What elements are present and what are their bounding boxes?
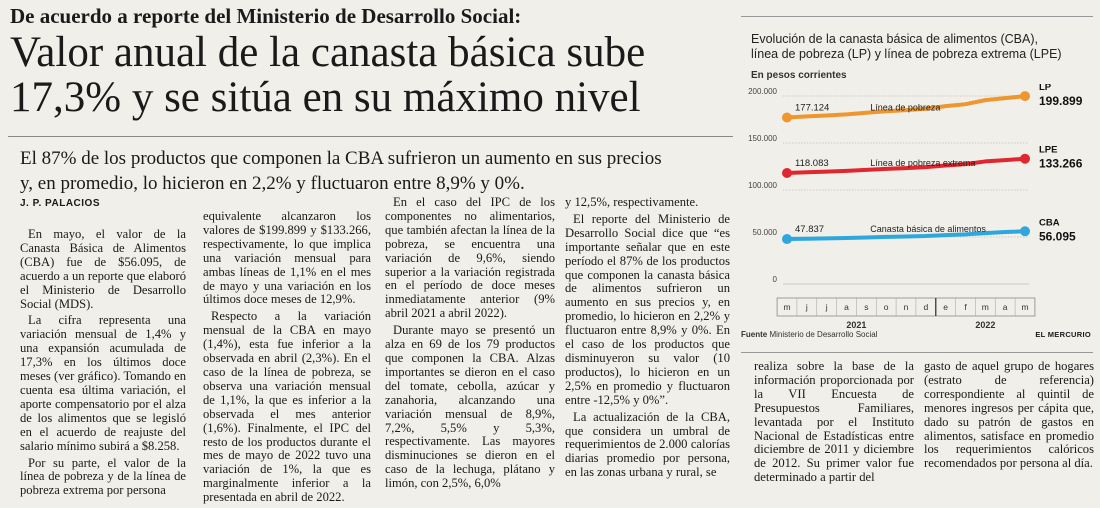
chart-box [741,18,1093,340]
paragraph: Durante mayo se presentó un alza en 69 de los 79 productos que componen la CBA. Alzas importantes se dieron en el caso del tomate, cebolla, azúcar y zanahoria, alcanzando una variación mensual de 8,9%, 7,2%, 5,5% y 5,3%, respectivamente. Las mayores disminuciones se dieron en el caso de la lechuga, plátano y limón, con 2,5%, 6,0% [385,323,555,491]
article-column-5 [754,360,914,488]
article-column-6 [924,360,1094,474]
x-tick-label: m [981,302,989,312]
deck-line-2: y, en promedio, lo hicieron en 2,2% y fluctuaron entre 8,9% y 0%. [20,173,525,194]
deck-line-1: El 87% de los productos que componen la CBA sufrieron un aumento en sus precios [20,148,662,169]
x-tick-label: j [805,302,808,312]
series-short-label: LP [1039,84,1052,94]
year-label: 2021 [846,320,867,330]
x-tick-label: m [783,302,791,312]
y-tick-label: 0 [772,275,777,284]
source-label: Fuente [741,330,768,339]
x-tick-label: s [864,302,869,312]
x-tick-label: n [903,302,909,312]
y-tick-label: 200.000 [748,87,777,96]
chart-title-line-1: Evolución de la canasta básica de alimentos (CBA), [751,32,1038,46]
end-value-label: 133.266 [1039,156,1083,171]
year-label: 2022 [975,320,996,330]
deck [20,146,730,196]
paragraph: Por su parte, el valor de la línea de pobreza y de la línea de pobreza extrema por persona [20,455,186,498]
chart-title-line-2: línea de pobreza (LP) y línea de pobreza extrema (LPE) [751,47,1062,61]
paragraph: gasto de aquel grupo de hogares (estrato de referencia) correspondiente al quintil de menores ingresos per cápita que, dado su patrón de gastos en alimentos, satisface en promedio los requerimientos calóricos recomendados por persona al día. [924,359,1094,471]
start-value-label: 177.124 [795,102,830,114]
series-start-point [782,234,792,244]
paragraph: equivalente alcanzaron los valores de $199.899 y $133.266, respectivamente, lo que implica una variación mensual para ambas líneas de 1,1% en el mes de mayo y una variación en los últimos doce meses de 12,9%. [203,209,371,307]
article-column-2 [203,210,371,508]
paragraph: realiza sobre la base de la información proporcionada por la VII Encuesta de Presupuestos Familiares, levantada por el Instituto Nacional de Estadísticas entre diciembre de 2011 y diciembre de 2012. Su primer valor fue determinado a partir del [754,359,914,485]
series-end-point [1020,226,1030,236]
paragraph: La actualización de la CBA, que considera un umbral de requerimientos de 2.000 calorías diarias promedio por persona, en las zonas urbana y rural, se [565,409,730,480]
headline [10,30,730,120]
paragraph: El reporte del Ministerio de Desarrollo Social dice que “es importante señalar que en este período el 87% de los productos que componen la canasta básica de alimentos sufrieron un aumento en sus precios y, en promedio, lo hicieron en 2,2% y fluctuaron entre 8,9% y 0%. En el caso de los productos que disminuyeron su valor (10 productos), lo hicieron en un 2,5% en promedio y fluctuaron entre -12,5% y 0%”. [565,211,730,407]
chart-credit: EL MERCURIO [1035,330,1091,339]
headline-line-2: 17,3% y se sitúa en su máximo nivel [10,74,641,121]
series-short-label: LPE [1039,144,1058,156]
chart-title [751,32,1091,62]
kicker: De acuerdo a reporte del Ministerio de Desarrollo Social: [10,4,522,28]
source-text: Ministerio de Desarrollo Social [769,330,878,339]
byline: J. P. PALACIOS [20,198,100,209]
paragraph: En mayo, el valor de la Canasta Básica de Alimentos (CBA) fue de $56.095, de acuerdo a un reporte que elaboró el Ministerio de Desarrollo Social (MDS). [20,227,186,311]
headline-line-1: Valor anual de la canasta básica sube [10,29,646,76]
y-tick-label: 150.000 [748,134,777,143]
x-tick-label: m [1021,302,1029,312]
chart-top-rule [741,16,1093,17]
series-end-point [1020,154,1030,164]
series-start-point [782,113,792,123]
x-tick-label: e [943,302,949,312]
chart-subtitle: En pesos corrientes [751,70,847,81]
chart-bottom-rule [741,352,1093,353]
chart-source [741,330,878,339]
start-value-label: 118.083 [795,158,829,170]
paragraph: y 12,5%, respectivamente. [565,195,699,209]
x-tick-label: d [923,302,929,312]
end-value-label: 56.095 [1039,229,1076,244]
series-start-point [782,168,792,178]
y-tick-label: 50.000 [752,228,777,237]
y-tick-label: 100.000 [748,181,777,190]
headline-rule [8,136,733,137]
x-tick-label: j [825,302,828,312]
series-short-label: CBA [1039,217,1060,229]
line-chart [741,84,1093,334]
paragraph: La cifra representa una variación mensual de 1,4% y una expansión acumulada de 17,3% en los últimos doce meses (ver gráfico). Tomando en cuenta esa última variación, el aporte compensatorio por el alza de los alimentos que se legisló en el acuerdo de reajuste del salario mínimo subirá a $8.258. [20,313,186,453]
paragraph: En el caso del IPC de los componentes no alimentarios, que también afectan la línea de la pobreza, se encuentra una variación de 9,6%, siendo superior a la variación registrada en el período de doce meses inmediatamente anterior (9% abril 2021 a abril 2022). [385,195,555,321]
end-value-label: 199.899 [1039,94,1083,109]
series-name-label: Canasta básica de alimentos [870,224,986,235]
paragraph: Respecto a la variación mensual de la CBA en mayo (1,4%), esta fue inferior a la observada en abril (2,3%). En el caso de la línea de pobreza, se observa una variación mensual de 1,1%, la que es inferior a la observada el mes anterior (1,6%). Finalmente, el IPC del resto de los productos durante el mes de mayo de 2022 tuvo una variación de 1%, la que es marginalmente inferior a la presentada en abril de 2022. [203,309,371,505]
article-column-3 [385,196,555,494]
article-column-1 [20,228,186,501]
start-value-label: 47.837 [795,224,825,236]
series-end-point [1020,91,1030,101]
article-column-4 [565,196,730,483]
x-tick-label: a [844,302,849,312]
x-tick-label: a [1002,302,1008,312]
x-tick-label: o [883,302,889,312]
series-name-label: Línea de pobreza [870,102,941,113]
series-name-label: Línea de pobreza extrema [870,158,976,169]
x-tick-label: f [964,302,967,312]
